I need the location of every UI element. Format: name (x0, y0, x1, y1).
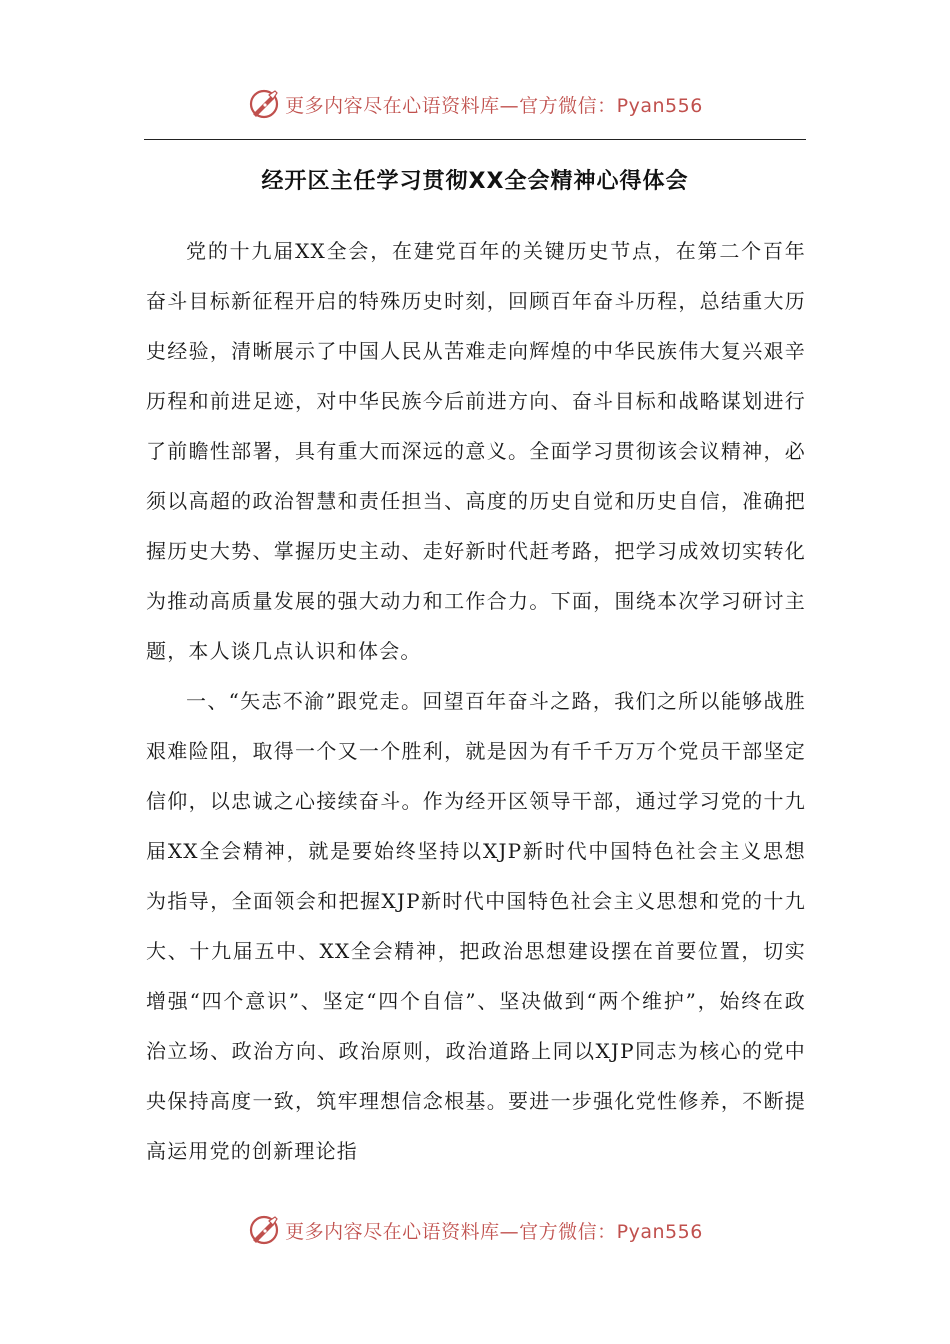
pen-nib-logo-icon (247, 1213, 281, 1247)
paragraph-2: 一、“矢志不渝”跟党走。回望百年奋斗之路，我们之所以能够战胜艰难险阻，取得一个又一个胜利，就是因为有千千万万个党员干部坚定信仰，以忠诚之心接续奋斗。作为经开区领导干部，通过学习党的十九届XX全会精神，就是要始终坚持以XJP新时代中国特色社会主义思想为指导，全面领会和把握XJP新时代中国特色社会主义思想和党的十九大、十九届五中、XX全会精神，把政治思想建设摆在首要位置，切实增强“四个意识”、坚定“四个自信”、坚决做到“两个维护”，始终在政治立场、政治方向、政治原则，政治道路上同以XJP同志为核心的党中央保持高度一致，筑牢理想信念根基。要进一步强化党性修养，不断提高运用党的创新理论指 (146, 689, 806, 1163)
document-body (146, 226, 806, 1176)
header-banner-text: 更多内容尽在心语资料库—官方微信：Pyan556 (285, 94, 703, 117)
footer-banner-text: 更多内容尽在心语资料库—官方微信：Pyan556 (285, 1220, 703, 1243)
header-divider (144, 139, 806, 140)
header-banner (0, 84, 950, 124)
paragraph-1: 党的十九届XX全会，在建党百年的关键历史节点，在第二个百年奋斗目标新征程开启的特殊历史时刻，回顾百年奋斗历程，总结重大历史经验，清晰展示了中国人民从苦难走向辉煌的中华民族伟大复兴艰辛历程和前进足迹，对中华民族今后前进方向、奋斗目标和战略谋划进行了前瞻性部署，具有重大而深远的意义。全面学习贯彻该会议精神，必须以高超的政治智慧和责任担当、高度的历史自觉和历史自信，准确把握历史大势、掌握历史主动、走好新时代赶考路，把学习成效切实转化为推动高质量发展的强大动力和工作合力。下面，围绕本次学习研讨主题，本人谈几点认识和体会。 (146, 239, 806, 663)
footer-banner (0, 1210, 950, 1250)
pen-nib-logo-icon (247, 87, 281, 121)
document-title: 经开区主任学习贯彻XX全会精神心得体会 (261, 169, 689, 194)
